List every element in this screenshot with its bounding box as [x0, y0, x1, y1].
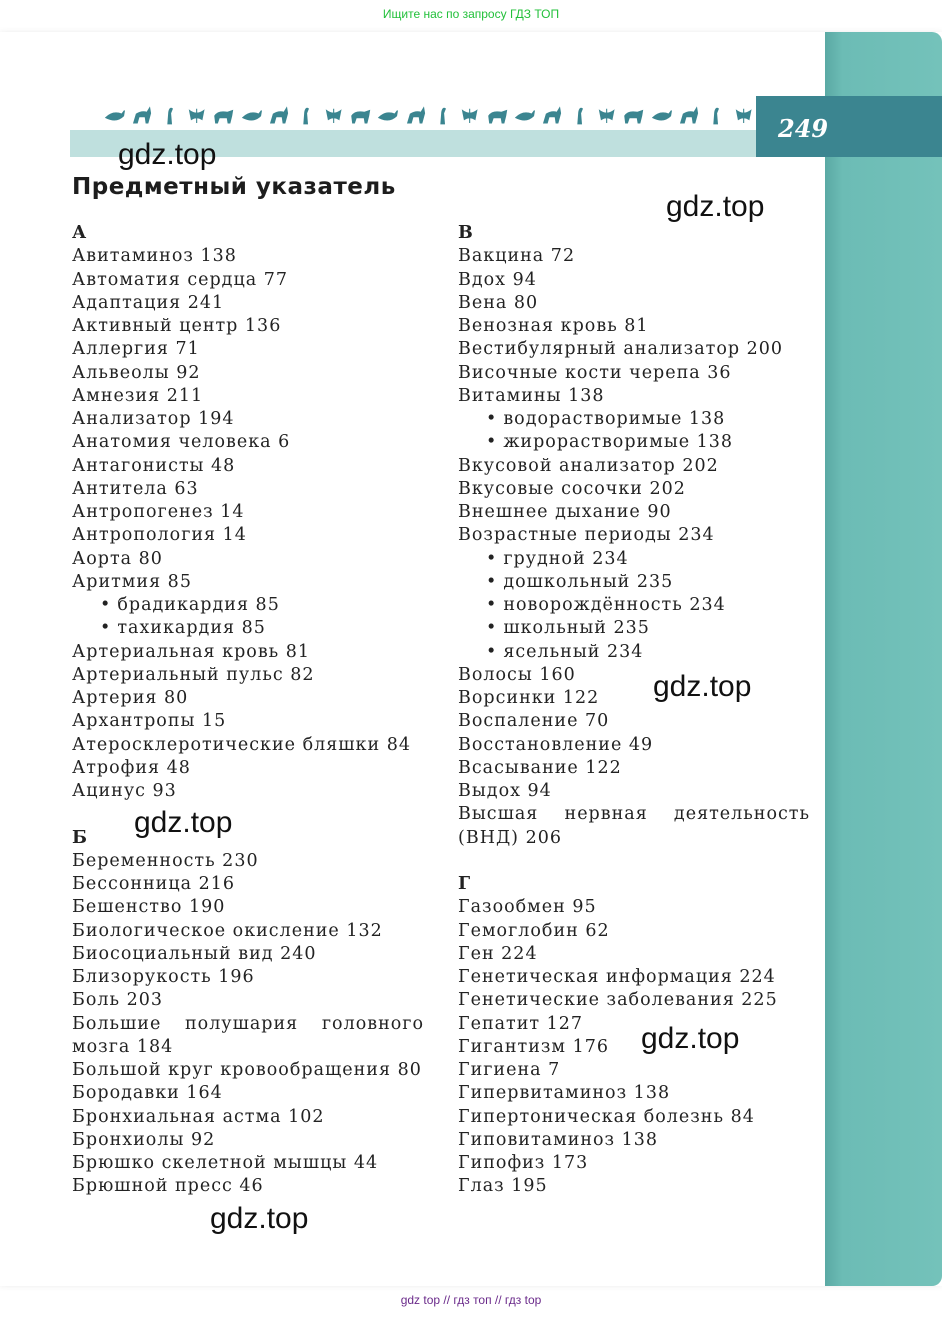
- index-entry: Биологическое окисление 132: [72, 920, 383, 941]
- watermark: gdz.top: [134, 806, 233, 839]
- index-entry: Альвеолы 92: [72, 362, 201, 383]
- index-entry: Вакцина 72: [458, 246, 576, 267]
- index-entry: Вкусовые сосочки 202: [458, 478, 686, 499]
- watermark: gdz.top: [210, 1202, 309, 1235]
- index-subentry: • новорождённость 234: [458, 594, 810, 617]
- index-entry: Вдох 94: [458, 269, 537, 290]
- index-entry: Вена 80: [458, 292, 539, 313]
- top-search-note: Ищите нас по запросу ГДЗ ТОП: [382, 7, 560, 21]
- index-entry: Гиповитаминоз 138: [458, 1129, 659, 1150]
- animal-silhouette-icon: [733, 104, 754, 126]
- page-edge-strip: [825, 32, 942, 1286]
- animal-silhouette-icon: [131, 104, 152, 126]
- index-entry: Антагонисты 48: [72, 455, 236, 476]
- index-letter-heading: Б: [72, 827, 88, 848]
- animal-silhouette-icon: [487, 104, 508, 126]
- index-entry: Брюшко скелетной мышцы 44: [72, 1153, 379, 1173]
- index-entry: Аорта 80: [72, 548, 163, 569]
- index-entry: Большой круг кровообращения 80: [72, 1060, 422, 1080]
- index-entry: Венозная кровь 81: [458, 316, 649, 336]
- index-entry: Автоматия сердца 77: [72, 269, 288, 290]
- index-entry: Гигантизм 176: [458, 1036, 609, 1057]
- index-entry: Выдох 94: [458, 781, 552, 801]
- index-entry: Атрофия 48: [72, 757, 191, 778]
- index-entry: Амнезия 211: [72, 385, 204, 406]
- index-entry: Анализатор 194: [72, 409, 235, 429]
- index-subentry: • водорастворимые 138: [458, 408, 810, 431]
- animal-silhouette-icon: [405, 104, 426, 126]
- index-entry: Внешнее дыхание 90: [458, 502, 672, 522]
- index-entry: Всасывание 122: [458, 757, 622, 778]
- index-entry: Вкусовой анализатор 202: [458, 455, 719, 476]
- index-entry: Близорукость 196: [72, 967, 255, 987]
- index-subentry: • брадикардия 85: [72, 594, 424, 617]
- index-entry: Артериальная кровь 81: [72, 641, 311, 662]
- index-entry: Гипервитаминоз 138: [458, 1083, 671, 1104]
- animal-silhouette-icon: [241, 104, 262, 126]
- index-entry: Глаз 195: [458, 1176, 548, 1197]
- index-entry: Возрастные периоды 234: [458, 525, 715, 546]
- index-entry: Витамины 138: [458, 385, 605, 406]
- index-entry: Беременность 230: [72, 850, 259, 871]
- index-entry: мозга 184: [72, 1036, 174, 1057]
- index-entry: Гепатит 127: [458, 1013, 584, 1034]
- page-number: 249: [778, 114, 829, 143]
- index-entry: Артериальный пульс 82: [72, 664, 315, 685]
- index-entry: Генетические заболевания 225: [458, 990, 778, 1011]
- animal-silhouettes-row: [104, 102, 754, 126]
- index-entry: Адаптация 241: [72, 292, 225, 313]
- index-column-left: [72, 222, 424, 1199]
- index-entry: Артерия 80: [72, 688, 189, 708]
- animal-silhouette-icon: [569, 104, 590, 126]
- animal-silhouette-icon: [678, 104, 699, 126]
- index-entry: Аллергия 71: [72, 339, 200, 360]
- index-entry: Авитаминоз 138: [72, 246, 237, 267]
- index-entry: Височные кости черепа 36: [458, 362, 732, 383]
- index-entry: Биосоциальный вид 240: [72, 943, 317, 964]
- animal-silhouette-icon: [350, 104, 371, 126]
- animal-silhouette-icon: [459, 104, 480, 126]
- index-entry: [72, 803, 424, 826]
- page-title: Предметный указатель: [72, 174, 396, 200]
- index-entry: Аритмия 85: [72, 571, 192, 592]
- index-entry: Гипертоническая болезнь 84: [458, 1106, 755, 1127]
- animal-silhouette-icon: [596, 104, 617, 126]
- index-entry: Атеросклеротические бляшки 84: [72, 734, 411, 755]
- index-entry: Генетическая информация 224: [458, 967, 776, 987]
- index-subentry: • тахикардия 85: [72, 617, 424, 640]
- index-letter-heading: В: [458, 223, 474, 243]
- index-entry: Восстановление 49: [458, 734, 654, 755]
- animal-silhouette-icon: [623, 104, 644, 126]
- index-entry: Бронхиолы 92: [72, 1129, 216, 1150]
- animal-silhouette-icon: [705, 104, 726, 126]
- index-column-right: [458, 222, 810, 1199]
- index-entry: Гемоглобин 62: [458, 920, 610, 941]
- animal-silhouette-icon: [268, 104, 289, 126]
- index-letter-heading: Г: [458, 874, 472, 894]
- index-entry: Газообмен 95: [458, 897, 597, 918]
- index-entry: Антропология 14: [72, 525, 247, 546]
- footer-links: gdz top // гдз топ // гдз top: [400, 1293, 542, 1307]
- index-entry: Вестибулярный анализатор 200: [458, 339, 784, 360]
- index-subentry: • грудной 234: [458, 548, 810, 571]
- index-entry: Бронхиальная астма 102: [72, 1106, 325, 1127]
- watermark: gdz.top: [118, 138, 217, 171]
- index-entry: Волосы 160: [458, 664, 576, 685]
- index-entry: Архантропы 15: [72, 711, 227, 732]
- index-letter-heading: А: [72, 223, 88, 243]
- index-entry: Бешенство 190: [72, 897, 226, 918]
- index-entry: Гигиена 7: [458, 1060, 561, 1080]
- index-entry: [458, 850, 810, 873]
- index-entry: Гипофиз 173: [458, 1153, 589, 1173]
- animal-silhouette-icon: [104, 104, 125, 126]
- animal-silhouette-icon: [159, 104, 180, 126]
- index-entry: Анатомия человека 6: [72, 432, 291, 453]
- page-number-box: [756, 96, 942, 157]
- animal-silhouette-icon: [541, 104, 562, 126]
- animal-silhouette-icon: [514, 104, 535, 126]
- index-subentry: • дошкольный 235: [458, 571, 810, 594]
- index-entry: Антитела 63: [72, 478, 199, 499]
- index-entry: Ацинус 93: [72, 781, 177, 801]
- index-entry: Воспаление 70: [458, 711, 610, 732]
- animal-silhouette-icon: [377, 104, 398, 126]
- watermark: gdz.top: [653, 670, 752, 703]
- animal-silhouette-icon: [295, 104, 316, 126]
- watermark: gdz.top: [641, 1022, 740, 1055]
- animal-silhouette-icon: [651, 104, 672, 126]
- watermark: gdz.top: [666, 190, 765, 223]
- index-entry: Ворсинки 122: [458, 688, 600, 708]
- index-entry: Ген 224: [458, 943, 538, 964]
- index-entry: Высшая нервная деятельность: [458, 804, 810, 825]
- index-entry: Боль 203: [72, 990, 164, 1011]
- index-subentry: • жирорастворимые 138: [458, 431, 810, 454]
- animal-silhouette-icon: [186, 104, 207, 126]
- index-entry: Активный центр 136: [72, 316, 282, 336]
- index-subentry: • школьный 235: [458, 617, 810, 640]
- index-subentry: • ясельный 234: [458, 641, 810, 664]
- index-entry: Антропогенез 14: [72, 502, 245, 522]
- index-entry: Бессонница 216: [72, 874, 235, 894]
- animal-silhouette-icon: [432, 104, 453, 126]
- index-entry: Большие полушария головного: [72, 1013, 424, 1034]
- index-entry: (ВНД) 206: [458, 827, 562, 848]
- index-entry: Брюшной пресс 46: [72, 1176, 264, 1197]
- index-entry: Бородавки 164: [72, 1083, 223, 1104]
- animal-silhouette-icon: [213, 104, 234, 126]
- animal-silhouette-icon: [323, 104, 344, 126]
